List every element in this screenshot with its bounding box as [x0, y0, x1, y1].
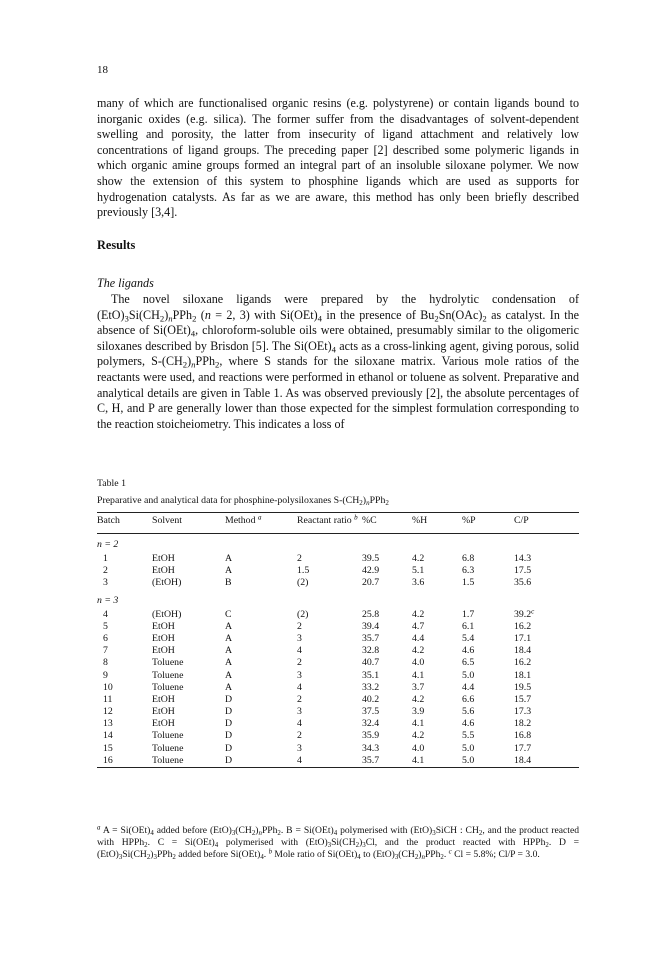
- table-cell: Toluene: [152, 742, 184, 754]
- table-cell: 15.7: [514, 693, 532, 705]
- table-cell: 6.8: [462, 553, 475, 564]
- table-cell: 11: [103, 693, 113, 705]
- table-cell: Toluene: [152, 669, 184, 681]
- table-cell: 7: [103, 645, 108, 657]
- table-group-row: [97, 590, 579, 609]
- table-cell: 5.1: [412, 565, 425, 577]
- table-cell: 35.6: [514, 577, 532, 589]
- table-cell: EtOH: [152, 632, 175, 644]
- table-cell: 9: [103, 669, 108, 681]
- table-cell: 4.4: [462, 681, 475, 693]
- table-cell: 12: [103, 706, 113, 718]
- table-cell: 25.8: [362, 608, 380, 620]
- table-cell: 1.5: [297, 565, 310, 577]
- table-group-row: [97, 534, 579, 554]
- table-cell: 4.4: [412, 632, 425, 644]
- table-cell: (2): [297, 577, 309, 589]
- table-row: [97, 694, 579, 706]
- table-cell: EtOH: [152, 620, 175, 632]
- table-cell: 20.7: [362, 577, 380, 589]
- table-row: [97, 755, 579, 768]
- table-cell: 2: [297, 620, 302, 632]
- table-cell: D: [225, 730, 233, 742]
- table-cell: 4.6: [462, 645, 475, 657]
- table-cell: 18.4: [514, 754, 532, 766]
- column-header: Reactant ratio $^b$: [297, 513, 358, 526]
- table-cell: 4.2: [412, 645, 425, 657]
- table-cell: 35.7: [362, 632, 380, 644]
- table-cell: D: [225, 754, 233, 766]
- table-cell: 6.5: [462, 657, 475, 669]
- table-caption: Preparative and analytical data for phosphine-polysiloxanes $S-(CH_2)_nPPh_2$: [97, 495, 389, 508]
- table-cell: 6: [103, 632, 108, 644]
- group-label: n = 3: [97, 594, 119, 606]
- table-cell: A: [225, 565, 233, 577]
- table-cell: 5.0: [462, 742, 475, 754]
- table-row: [97, 730, 579, 742]
- table-cell: Toluene: [152, 681, 184, 693]
- table-label: Table 1: [97, 478, 126, 489]
- table-footnotes: $^a$ $A = Si(OEt)_4$ added before $(EtO)_3(CH_2)_nPPh_2$. $B = Si(OEt)_4$ polymerised with $(EtO)_3SiCH$ : $CH_2$, and the product reacted with HPPh$_2$. $C = Si(OEt)_4$ polymerised with $(EtO)_3Si(CH_2)_3Cl$, and the product reacted with HPPh$_2$. $D = (EtO)_3Si(CH_2)_3PPh_2$ added before $Si(OEt)_4$. $^b$ Mole ratio of $Si(OEt)_4$ to $(EtO)_3(CH_2)_nPPh_2$. $^c$ Cl = 5.8%; Cl/P = 3.0.: [97, 824, 579, 862]
- table-cell: 14: [103, 730, 113, 742]
- table-cell: 4.6: [462, 718, 475, 730]
- table-cell: 5.0: [462, 754, 475, 766]
- table-cell: D: [225, 718, 233, 730]
- table-body: [97, 534, 579, 768]
- table-row: [97, 670, 579, 682]
- paragraph-intro: many of which are functionalised organic resins (e.g. polystyrene) or contain ligands bound to inorganic oxides (e.g. silica). The former suffer from the disadvantages of solvent-dependent swelling and porosity, the latter from insecurity of ligand attachment and relatively low concentrations of ligand groups. The preceding paper [2] described some polymeric ligands in which organic amine groups formed an integral part of an insoluble siloxane polymer. We now show the extension of this system to phosphine ligands which are used as supports for hydrogenation catalysts. As far as we are aware, this method has only been briefly described previously [3,4].: [97, 96, 579, 220]
- table-cell: Toluene: [152, 730, 184, 742]
- table-cell: 32.8: [362, 645, 380, 657]
- table-cell: 16.8: [514, 730, 532, 742]
- table-row: [97, 743, 579, 755]
- table-row: [97, 565, 579, 577]
- paragraph-ligands: The novel siloxane ligands were prepared by the hydrolytic condensation of $(EtO)_3Si(CH_2)_nPPh_2$ (n = 2, 3) with $Si(OEt)_4$ in the presence of $Bu_2Sn(OAc)_2$ as catalyst. In the absence of $Si(OEt)_4$, chloroform-soluble oils were obtained, presumably similar to the oligomeric siloxanes described by Brisdon [5]. The $Si(OEt)_4$ acts as a cross-linking agent, giving porous, solid polymers, $S-(CH_2)_nPPh_2$, where S stands for the siloxane matrix. Various mole ratios of the reactants were used, and reactions were performed in ethanol or toluene as solvent. Preparative and analytical details are given in Table 1. As was observed previously [2], the absolute percentages of C, H, and P are generally lower than those expected for the simplest formulation corresponding to the reaction stoicheiometry. This indicates a loss of: [97, 292, 579, 431]
- column-header: %C: [362, 515, 377, 526]
- column-header: Batch: [97, 515, 120, 526]
- table-cell: 35.7: [362, 754, 380, 766]
- table-cell: 1.5: [462, 577, 475, 589]
- table-cell: 6.6: [462, 693, 475, 705]
- column-header: Solvent: [152, 515, 182, 526]
- table-cell: 16.2: [514, 620, 532, 632]
- table-cell: Toluene: [152, 657, 184, 669]
- table-cell: 4: [297, 645, 302, 657]
- table-cell: 16.2: [514, 657, 532, 669]
- table-cell: EtOH: [152, 693, 175, 705]
- table-cell: 4: [297, 718, 302, 730]
- table-cell: 17.7: [514, 742, 532, 754]
- table-cell: 5.6: [462, 706, 475, 718]
- table-cell: 42.9: [362, 565, 380, 577]
- table-cell: 4.2: [412, 553, 425, 564]
- table-cell: 13: [103, 718, 113, 730]
- table-cell: 4.1: [412, 669, 425, 681]
- table-row: [97, 577, 579, 589]
- table-cell: 5.0: [462, 669, 475, 681]
- table-cell: 18.1: [514, 669, 532, 681]
- table-cell: 37.5: [362, 706, 380, 718]
- table-cell: 5: [103, 620, 108, 632]
- table-cell: 34.3: [362, 742, 380, 754]
- table-cell: 17.5: [514, 565, 532, 577]
- table-cell: 4.2: [412, 693, 425, 705]
- table-cell: 5.5: [462, 730, 475, 742]
- table-cell: 39.4: [362, 620, 380, 632]
- page-number: 18: [97, 64, 108, 76]
- table-cell: A: [225, 657, 233, 669]
- column-header: C/P: [514, 515, 529, 526]
- table-cell: A: [225, 669, 233, 681]
- table-cell: 2: [297, 553, 302, 564]
- table-cell: A: [225, 632, 233, 644]
- table-cell: 40.7: [362, 657, 380, 669]
- table-row: [97, 706, 579, 718]
- table-cell: 10: [103, 681, 113, 693]
- table-cell: 15: [103, 742, 113, 754]
- table-row: [97, 645, 579, 657]
- table-cell: 2: [297, 693, 302, 705]
- table-row: [97, 633, 579, 645]
- column-header: Method $^a$: [225, 513, 262, 526]
- table-cell: 3: [103, 577, 108, 589]
- table-cell: EtOH: [152, 645, 175, 657]
- table-cell: A: [225, 553, 233, 564]
- table-cell: A: [225, 620, 233, 632]
- table-cell: EtOH: [152, 553, 175, 564]
- table-row: [97, 609, 579, 621]
- subsection-heading-ligands: The ligands: [97, 276, 154, 290]
- table-cell: 3: [297, 632, 302, 644]
- table-cell: 8: [103, 657, 108, 669]
- table-cell: 17.1: [514, 632, 532, 644]
- table-cell: A: [225, 645, 233, 657]
- table-cell: D: [225, 693, 233, 705]
- table-cell: 3.9: [412, 706, 425, 718]
- table-cell: 40.2: [362, 693, 380, 705]
- data-table: [97, 512, 579, 768]
- table-cell: D: [225, 742, 233, 754]
- table-cell: 14.3: [514, 553, 532, 564]
- table-cell: A: [225, 681, 233, 693]
- table-header-row: [97, 513, 579, 534]
- table-cell: EtOH: [152, 706, 175, 718]
- table-cell: 3.7: [412, 681, 425, 693]
- table-cell: D: [225, 706, 233, 718]
- table-cell: 39.2$^c$: [514, 607, 535, 620]
- table-cell: 4: [297, 681, 302, 693]
- table-cell: (EtOH): [152, 577, 182, 589]
- section-heading-results: Results: [97, 238, 136, 252]
- table-cell: 4.0: [412, 742, 425, 754]
- table-cell: B: [225, 577, 232, 589]
- table-row: [97, 682, 579, 694]
- table-cell: 17.3: [514, 706, 532, 718]
- table-cell: EtOH: [152, 565, 175, 577]
- table-row: [97, 657, 579, 669]
- table-cell: 18.2: [514, 718, 532, 730]
- group-label: n = 2: [97, 539, 119, 550]
- column-header: %P: [462, 515, 476, 526]
- table-cell: 2: [297, 730, 302, 742]
- table-cell: 4: [297, 754, 302, 766]
- column-header: %H: [412, 515, 428, 526]
- table-cell: 6.1: [462, 620, 475, 632]
- table-cell: 3: [297, 669, 302, 681]
- table-cell: 4.1: [412, 754, 425, 766]
- table-cell: 1: [103, 553, 108, 564]
- table-cell: 2: [297, 657, 302, 669]
- table-cell: 35.1: [362, 669, 380, 681]
- table-cell: 4.1: [412, 718, 425, 730]
- table-cell: Toluene: [152, 754, 184, 766]
- table-cell: 4: [103, 608, 108, 620]
- table-cell: EtOH: [152, 718, 175, 730]
- table-cell: 39.5: [362, 553, 380, 564]
- table-cell: 4.7: [412, 620, 425, 632]
- table-cell: C: [225, 608, 232, 620]
- table-cell: 3.6: [412, 577, 425, 589]
- table-row: [97, 621, 579, 633]
- table-cell: 33.2: [362, 681, 380, 693]
- table-cell: 6.3: [462, 565, 475, 577]
- table-cell: 3: [297, 742, 302, 754]
- table-row: [97, 718, 579, 730]
- table-row: [97, 553, 579, 565]
- table-cell: (2): [297, 608, 309, 620]
- table-cell: (EtOH): [152, 608, 182, 620]
- table-cell: 4.2: [412, 730, 425, 742]
- table-cell: 5.4: [462, 632, 475, 644]
- table-cell: 4.0: [412, 657, 425, 669]
- table-cell: 32.4: [362, 718, 380, 730]
- table-cell: 3: [297, 706, 302, 718]
- table-cell: 16: [103, 754, 113, 766]
- table-cell: 35.9: [362, 730, 380, 742]
- table-cell: 19.5: [514, 681, 532, 693]
- table-cell: 2: [103, 565, 108, 577]
- table-cell: 1.7: [462, 608, 475, 620]
- table-cell: 4.2: [412, 608, 425, 620]
- table-cell: 18.4: [514, 645, 532, 657]
